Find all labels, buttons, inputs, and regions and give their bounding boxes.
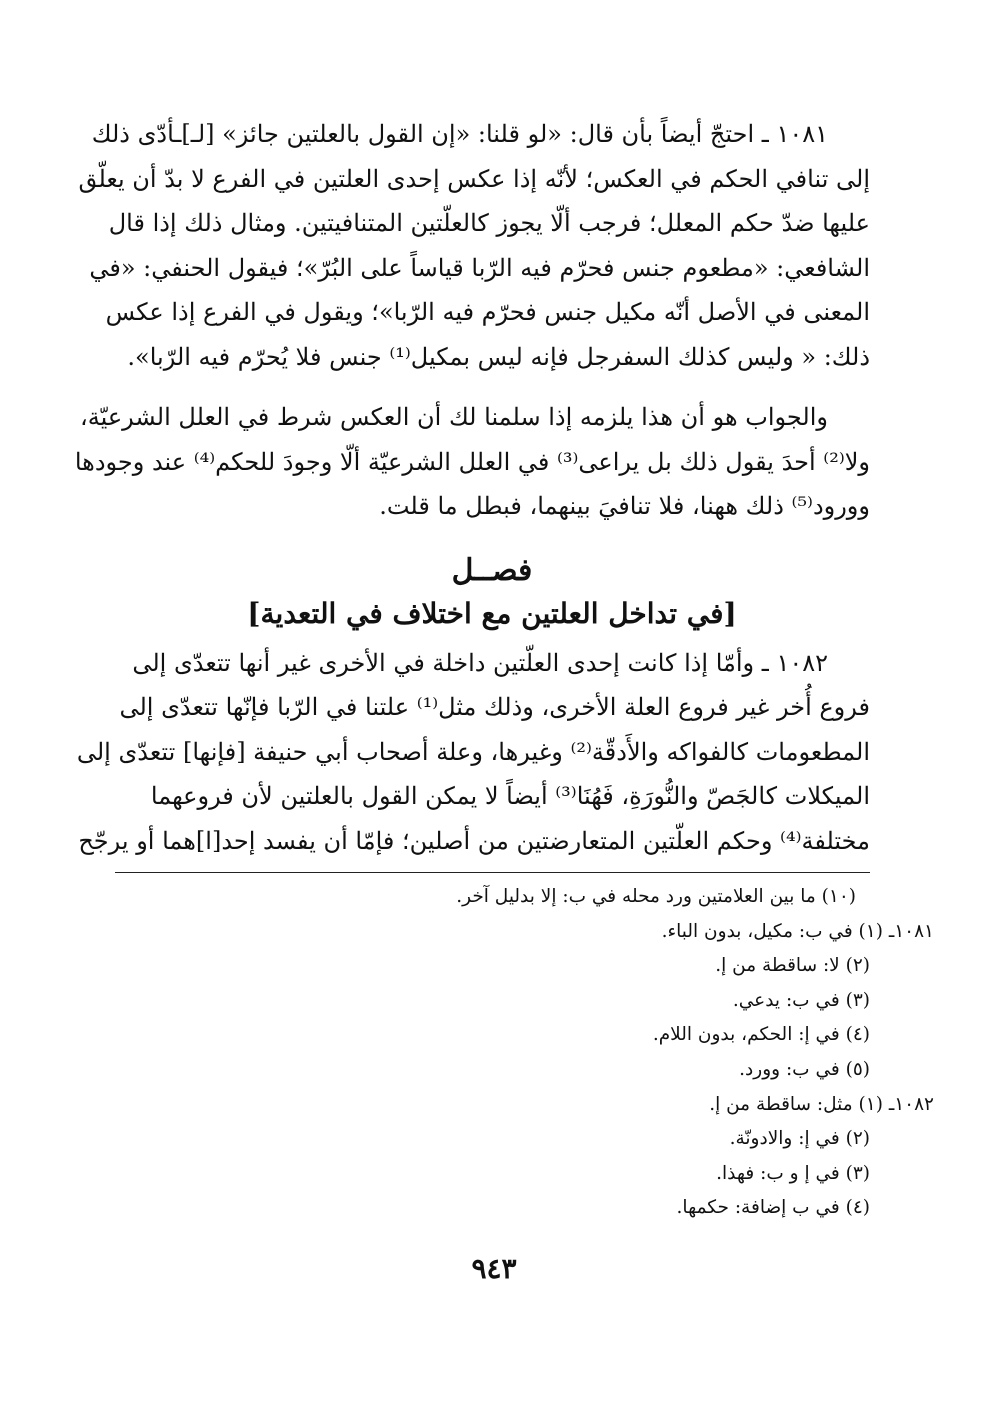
text-line: عليها ضدّ حكم المعلل؛ فرجب ألّا يجوز كالعلّتين المتنافيتين. ومثال ذلك إذا قال [108, 209, 870, 237]
footnote: (٣) في إ و ب: فهذا. [716, 1162, 870, 1184]
paragraph-1082 [76, 641, 870, 864]
main-text [74, 112, 870, 863]
footnote: (٢) لا: ساقطة من إ. [715, 955, 870, 977]
text-line: فروع أُخر غير فروع العلة الأخرى، وذلك مثل⁽¹⁾ علتنا في الرّبا فإنّها تتعدّى إلى [119, 693, 870, 721]
text-line: المطعومات كالفواكه والأَدقّة⁽²⁾ وغيرها، وعلة أصحاب أبي حنيفة [فإنها] تتعدّى إلى [76, 737, 870, 766]
text-line: مختلفة⁽⁴⁾ وحكم العلّتين المتعارضتين من أصلين؛ فإمّا أن يفسد إحد[ا]هما أو يرجّح [78, 826, 870, 855]
text-line: ذلك: « وليس كذلك السفرجل فإنه ليس بمكيل⁽¹⁾ جنس فلا يُحرّم فيه الرّبا». [127, 342, 870, 371]
text-line: الشافعي: «مطعوم جنس فحرّم فيه الرّبا قياساً على البُرّ»؛ فيقول الحنفي: «في [89, 253, 870, 282]
footnote: (٥) في ب: وورد. [739, 1058, 870, 1080]
footnote-divider [115, 872, 870, 873]
text-line: والجواب هو أن هذا يلزمه إذا سلمنا لك أن العكس شرط في العلل الشرعيّة، [79, 403, 828, 431]
footnote-group-1081: ١٠٨١ـ (١) في ب: مكيل، بدون الباء. [661, 920, 934, 942]
section-subheading: [في تداخل العلتين مع اختلاف في التعدية] [247, 596, 737, 630]
paragraph-1081 [78, 112, 870, 379]
footnote: (٢) في إ: والادونّة. [729, 1128, 870, 1150]
footnote: (٤) في إ: الحكم، بدون اللام. [652, 1024, 870, 1046]
text-line: الميكلات كالجَصّ والنُّورَةِ، فَهُنَا⁽³⁾ أيضاً لا يمكن القول بالعلتين لأن فروعهما [150, 782, 870, 810]
paragraph-answer [74, 395, 870, 529]
text-line: إلى تنافي الحكم في العكس؛ لأنّه إذا عكس إحدى العلتين في الفرع لا بدّ أن يعلّق [78, 164, 870, 193]
text-line: ١٠٨٢ ـ وأمّا إذا كانت إحدى العلّتين داخلة في الأخرى غير أنها تتعدّى إلى [132, 648, 828, 677]
section-heading: فصــل [451, 552, 533, 588]
page-number: ٩٤٣ [471, 1252, 517, 1285]
footnote: (٤) في ب إضافة: حكمها. [676, 1197, 870, 1219]
text-line: وورود⁽⁵⁾ ذلك ههنا، فلا تنافيَ بينهما، فبطل ما قلت. [379, 492, 870, 520]
footnote: (١٠) ما بين العلامتين ورد محله في ب: إلا بدليل آخر. [456, 886, 856, 907]
text-line: ولا⁽²⁾ أحدَ يقول ذلك بل يراعى⁽³⁾ في العلل الشرعيّة ألّا وجودَ للحكم⁽⁴⁾ عند وجودها [74, 447, 870, 476]
footnotes [114, 880, 934, 1226]
text-line: ١٠٨١ ـ احتجّ أيضاً بأن قال: «لو قلنا: «إن القول بالعلتين جائز» [لـ]ـأدّى ذلك [91, 120, 828, 148]
text-line: المعنى في الأصل أنّه مكيل جنس فحرّم فيه الرّبا»؛ ويقول في الفرع إذا عكس [105, 298, 870, 326]
footnote: (٣) في ب: يدعي. [732, 989, 870, 1011]
footnote-group-1082: ١٠٨٢ـ (١) مثل: ساقطة من إ. [709, 1093, 934, 1115]
